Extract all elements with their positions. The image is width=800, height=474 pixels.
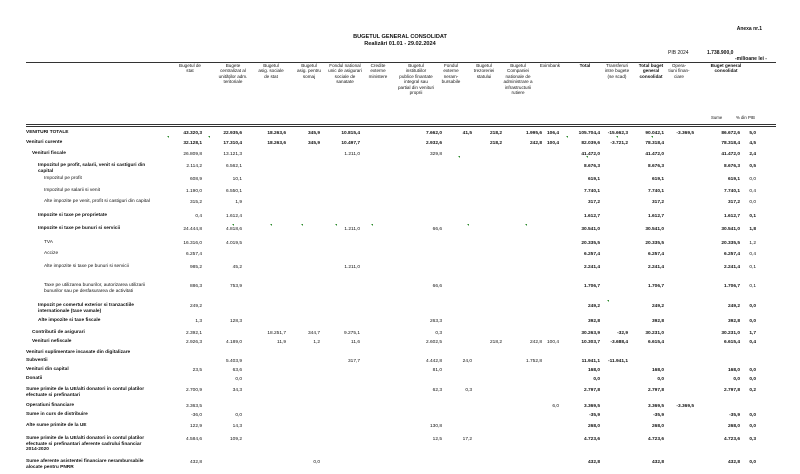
table-cell: 43.320,3	[183, 131, 202, 136]
table-cell: -11.941,1	[607, 359, 628, 364]
table-cell: 0,4	[195, 214, 202, 219]
table-cell: 100,4	[546, 340, 559, 345]
table-cell: 432,8	[651, 460, 664, 465]
table-cell: 20.335,5	[721, 241, 740, 246]
table-cell: 20.335,5	[645, 241, 664, 246]
table-row	[0, 240, 800, 250]
column-header: Total	[579, 63, 591, 68]
table-cell: 78.318,4	[645, 141, 664, 146]
table-cell: -35,9	[589, 413, 600, 418]
units-label: -milioane lei -	[735, 56, 767, 62]
table-cell: 100,4	[546, 141, 559, 146]
cell-marker-icon	[458, 156, 460, 158]
table-cell: 12,5	[432, 437, 442, 442]
row-label: Impozitul pe salarii si venit	[44, 188, 100, 193]
table-cell: 0,0	[749, 304, 756, 309]
table-cell: 122,9	[189, 424, 202, 429]
table-cell: 0,0	[749, 368, 756, 373]
table-cell: -3.688,4	[610, 340, 628, 345]
table-cell: 5.403,9	[225, 359, 242, 364]
table-cell: 63,6	[232, 368, 242, 373]
cell-marker-icon	[270, 224, 272, 226]
table-cell: 18.251,7	[267, 331, 286, 336]
table-cell: 20.335,5	[581, 241, 600, 246]
table-cell: 8.676,3	[583, 164, 600, 169]
row-label: Sume aferente asistentei financiare nerambursabile alocate pentru PNRR	[26, 459, 144, 470]
table-cell: -15.662,3	[607, 131, 628, 136]
table-cell: 32.128,1	[183, 141, 202, 146]
table-cell: 18.263,6	[267, 131, 286, 136]
table-row	[0, 226, 800, 238]
column-header: Fondul externe neram-bursabile	[441, 63, 461, 85]
table-cell: 41.472,0	[581, 152, 600, 157]
table-cell: 1.211,0	[344, 265, 360, 270]
table-cell: 608,9	[189, 177, 202, 182]
table-cell: 4.442,8	[425, 359, 442, 364]
row-label: Venituri curente	[26, 140, 63, 145]
table-cell: 22.935,6	[223, 131, 242, 136]
table-cell: 242,8	[529, 340, 542, 345]
report-subtitle: Realizări 01.01 - 29.02.2024	[364, 41, 436, 47]
table-cell: 30.231,0	[645, 331, 664, 336]
table-cell: 6.550,1	[225, 189, 242, 194]
sub-header-sume: Sume	[711, 115, 723, 120]
table-cell: 0,4	[749, 340, 756, 345]
table-cell: 30.541,0	[721, 227, 740, 232]
table-cell: 16.316,0	[183, 241, 202, 246]
table-cell: 130,8	[429, 424, 442, 429]
row-label: Impozitul pe profit	[44, 176, 82, 181]
table-cell: 0,3	[749, 437, 756, 442]
column-header: Bugetul asig. sociale de stat	[258, 63, 284, 79]
table-cell: 242,8	[529, 141, 542, 146]
table-cell: 1.612,7	[583, 214, 600, 219]
sub-header-pib: % din PIB	[736, 115, 755, 120]
table-cell: 1,2	[749, 241, 756, 246]
row-label: Alte sume primite de la UE	[26, 423, 87, 428]
row-label: Sume primite de la UE/alti donatori in contul platilor efectuate si prefinantari aferente cadrului financiar 2014-2020	[26, 436, 145, 453]
table-cell: 4.723,6	[723, 437, 740, 442]
column-header: Bugetul Companiei nationale de administrare a infrastructurii rutiere	[503, 63, 533, 96]
table-cell: 249,2	[587, 304, 600, 309]
table-cell: 6.562,1	[225, 164, 242, 169]
table-cell: 1.211,0	[344, 152, 360, 157]
table-cell: -36,0	[191, 413, 202, 418]
table-cell: 2,4	[749, 152, 756, 157]
table-cell: 5,0	[749, 131, 756, 136]
cell-marker-icon	[335, 224, 337, 226]
report-title: BUGETUL GENERAL CONSOLIDAT	[353, 34, 447, 40]
row-label: Alte impozite si taxe pe bunuri si servicii	[44, 264, 129, 269]
header-bottom-rule-2	[26, 126, 776, 127]
cell-marker-icon	[467, 224, 469, 226]
table-cell: 81,0	[432, 368, 442, 373]
table-cell: -3.369,5	[676, 404, 694, 409]
table-cell: 168,0	[587, 368, 600, 373]
table-cell: 6.257,4	[185, 252, 202, 257]
table-cell: 2.797,8	[647, 388, 664, 393]
table-cell: 109,2	[229, 437, 242, 442]
table-cell: 6,0	[552, 404, 559, 409]
table-cell: 66,6	[432, 227, 442, 232]
table-cell: 10.497,7	[341, 141, 360, 146]
table-cell: 4.723,6	[647, 437, 664, 442]
cell-marker-icon	[232, 224, 234, 226]
table-cell: 17.310,4	[223, 141, 242, 146]
table-cell: 0,0	[749, 413, 756, 418]
row-label: Venituri din capital	[26, 367, 69, 372]
cell-marker-icon	[566, 136, 568, 138]
row-label: VENITURI TOTALE	[26, 130, 69, 135]
table-cell: 7.740,1	[647, 189, 664, 194]
row-label: Venituri suplimentare incasate din digitalizare	[26, 350, 131, 355]
table-cell: 66,6	[432, 284, 442, 289]
row-label: Sume primite de la UE/alti donatori in contul platilor efectuate si prefinantari	[26, 387, 145, 398]
table-row	[0, 403, 800, 412]
table-cell: 1,8	[749, 227, 756, 232]
table-cell: 11,9	[277, 340, 286, 345]
column-header: Bugetul institutiilor publice finantate integral sau partial din venituri proprii	[398, 63, 435, 96]
table-cell: 1.612,7	[723, 214, 740, 219]
table-cell: 317,2	[651, 200, 664, 205]
table-cell: 432,8	[587, 460, 600, 465]
column-header: Fondul national unic de asigurari sociale de sanatate	[328, 63, 362, 85]
table-cell: 0,0	[749, 424, 756, 429]
table-cell: 317,7	[347, 359, 360, 364]
table-cell: 26.809,8	[183, 152, 202, 157]
table-cell: 4.019,5	[225, 241, 242, 246]
table-cell: 2.797,8	[723, 388, 740, 393]
table-cell: 1,9	[235, 200, 242, 205]
table-cell: 2.797,8	[583, 388, 600, 393]
table-cell: 4,5	[749, 141, 756, 146]
table-cell: 8.676,3	[647, 164, 664, 169]
table-cell: 1.752,8	[525, 359, 542, 364]
table-cell: 0,1	[749, 214, 756, 219]
table-cell: 268,0	[651, 424, 664, 429]
row-label: Impozitul pe profit, salarii, venit si castiguri din capital	[38, 163, 146, 174]
table-cell: 6.615,4	[647, 340, 664, 345]
table-row	[0, 423, 800, 434]
row-label: Subventii	[26, 358, 48, 363]
cell-marker-icon	[607, 300, 609, 302]
table-cell: 6.257,4	[583, 252, 600, 257]
table-cell: 0,0	[313, 460, 320, 465]
table-row	[0, 387, 800, 401]
table-cell: 10,1	[232, 177, 242, 182]
table-cell: 30.541,0	[645, 227, 664, 232]
table-cell: 249,2	[189, 304, 202, 309]
table-cell: 30.541,0	[581, 227, 600, 232]
table-cell: 1.706,7	[647, 284, 664, 289]
table-row	[0, 199, 800, 213]
table-cell: 0,0	[749, 177, 756, 182]
cell-marker-icon	[651, 136, 653, 138]
row-label: Venituri nefiscale	[32, 339, 72, 344]
table-cell: 128,3	[229, 319, 242, 324]
table-row	[0, 367, 800, 376]
table-cell: 86.672,6	[721, 131, 740, 136]
table-cell: -35,9	[653, 413, 664, 418]
table-row	[0, 130, 800, 140]
table-cell: 78.318,4	[721, 141, 740, 146]
table-cell: 11.941,1	[581, 359, 600, 364]
row-label: Operatiuni financiare	[26, 403, 74, 408]
table-row	[0, 303, 800, 317]
table-cell: 41.472,0	[721, 152, 740, 157]
table-row	[0, 459, 800, 471]
table-cell: 0,0	[749, 319, 756, 324]
table-row	[0, 163, 800, 176]
table-cell: 106,4	[546, 131, 559, 136]
table-row	[0, 188, 800, 199]
table-cell: 0,5	[749, 164, 756, 169]
table-cell: 218,2	[489, 131, 502, 136]
column-header: Buget general consolidat	[710, 63, 742, 74]
table-cell: 0,0	[733, 377, 740, 382]
column-header: Total buget general consolidat	[638, 63, 664, 79]
column-header: Transferuri intre bugete (se scad)	[604, 63, 630, 79]
table-cell: 392,8	[587, 319, 600, 324]
table-cell: 45,2	[232, 265, 242, 270]
table-cell: 2.114,2	[186, 164, 202, 169]
cell-marker-icon	[301, 224, 303, 226]
table-cell: 4.818,6	[225, 227, 242, 232]
table-row	[0, 358, 800, 367]
row-label: Impozite si taxe pe proprietate	[38, 213, 108, 218]
table-cell: 1,3	[195, 319, 202, 324]
cell-marker-icon	[616, 136, 618, 138]
table-row	[0, 283, 800, 301]
row-label: TVA	[44, 240, 53, 245]
column-header: Bugetul asig. pentru somaj	[296, 63, 321, 79]
table-cell: 62,3	[432, 388, 442, 393]
table-cell: 30.263,9	[581, 331, 600, 336]
table-row	[0, 318, 800, 328]
table-cell: 1,2	[313, 340, 320, 345]
table-row	[0, 140, 800, 150]
table-row	[0, 151, 800, 161]
table-cell: 317,2	[727, 200, 740, 205]
table-cell: 0,2	[749, 388, 756, 393]
cell-marker-icon	[525, 224, 527, 226]
table-cell: 0,0	[749, 377, 756, 382]
row-label: Contributii de asigurari	[32, 330, 85, 335]
table-cell: 0,3	[435, 331, 442, 336]
row-label: Impozite si taxe pe bunuri si servicii	[38, 226, 121, 231]
table-cell: 2.602,5	[425, 340, 442, 345]
table-cell: 3.369,5	[583, 404, 600, 409]
table-cell: 24,0	[462, 359, 472, 364]
table-cell: -3.721,2	[610, 141, 628, 146]
table-cell: 1.706,7	[723, 284, 740, 289]
table-cell: 168,0	[651, 368, 664, 373]
table-cell: -32,9	[617, 331, 628, 336]
table-cell: 345,9	[307, 141, 320, 146]
table-cell: 1.612,7	[647, 214, 664, 219]
table-cell: 41,5	[462, 131, 472, 136]
table-cell: 4.723,6	[583, 437, 600, 442]
table-cell: -3.369,5	[676, 131, 694, 136]
table-cell: 345,9	[307, 131, 320, 136]
table-row	[0, 376, 800, 385]
table-cell: 0,0	[749, 460, 756, 465]
table-cell: 7.740,1	[583, 189, 600, 194]
table-cell: 619,1	[651, 177, 664, 182]
column-header: Bugetul trezoreriei statului	[473, 63, 495, 79]
table-cell: 392,8	[651, 319, 664, 324]
table-cell: 1.706,7	[583, 284, 600, 289]
table-cell: 619,1	[727, 177, 740, 182]
table-cell: 0,3	[465, 388, 472, 393]
table-cell: 1.190,0	[185, 189, 202, 194]
pib-label: PIB 2024	[668, 50, 689, 56]
table-row	[0, 264, 800, 277]
table-cell: 30.231,0	[721, 331, 740, 336]
table-row	[0, 176, 800, 187]
table-cell: 218,2	[489, 340, 502, 345]
pib-value: 1.738.900,0	[707, 50, 734, 56]
table-cell: 3.363,5	[185, 404, 202, 409]
column-header: Bugetul de stat	[179, 63, 201, 74]
table-row	[0, 350, 800, 358]
table-cell: 90.042,1	[645, 131, 664, 136]
table-cell: 2.241,4	[723, 265, 740, 270]
cell-marker-icon	[208, 136, 210, 138]
table-cell: 4.189,0	[225, 340, 242, 345]
table-row	[0, 213, 800, 224]
cell-marker-icon	[167, 136, 169, 138]
table-cell: 0,0	[749, 200, 756, 205]
row-label: Alte impozite si taxe fiscale	[38, 318, 101, 323]
table-cell: 392,8	[727, 319, 740, 324]
table-cell: 329,8	[429, 152, 442, 157]
table-cell: 1.211,0	[344, 227, 360, 232]
column-header: Bugete centralizat al unităților adm. teritoriale	[218, 63, 248, 85]
table-cell: 2.932,6	[425, 141, 442, 146]
table-cell: 7.740,1	[723, 189, 740, 194]
table-cell: 0,0	[657, 377, 664, 382]
table-cell: 0,4	[749, 252, 756, 257]
column-header: Credite externe ministere	[368, 63, 388, 79]
table-cell: 105.704,4	[578, 131, 600, 136]
table-cell: 24.444,8	[183, 227, 202, 232]
annex-label: Anexa nr.1	[736, 26, 762, 32]
row-label: Venituri fiscale	[32, 151, 66, 156]
table-cell: 6.257,4	[647, 252, 664, 257]
table-cell: 263,3	[429, 319, 442, 324]
table-cell: 14,3	[232, 424, 242, 429]
table-cell: 0,1	[749, 265, 756, 270]
table-cell: 11,6	[351, 340, 360, 345]
table-cell: 2.241,4	[647, 265, 664, 270]
table-cell: 82.039,6	[581, 141, 600, 146]
table-cell: 249,2	[727, 304, 740, 309]
table-cell: 1.995,6	[525, 131, 542, 136]
table-cell: 17,2	[462, 437, 472, 442]
row-label: Alte impozite pe venit, profit si castiguri din capital	[44, 199, 150, 204]
table-cell: 432,8	[189, 460, 202, 465]
column-header: Eximbank	[539, 63, 561, 68]
table-cell: 0,4	[749, 189, 756, 194]
table-cell: 168,0	[727, 368, 740, 373]
table-cell: 315,2	[189, 200, 202, 205]
table-row	[0, 339, 800, 349]
table-cell: 249,2	[651, 304, 664, 309]
row-label: Sume in curs de distribuire	[26, 412, 88, 417]
table-cell: 23,5	[192, 368, 202, 373]
table-cell: 2.926,3	[185, 340, 202, 345]
table-cell: 6.615,4	[723, 340, 740, 345]
table-cell: 1,7	[749, 331, 756, 336]
table-cell: 2.392,1	[185, 331, 202, 336]
row-label: Donatii	[26, 376, 43, 381]
table-cell: 619,1	[587, 177, 600, 182]
table-cell: 218,2	[489, 141, 502, 146]
column-header: Opera-tiuni finan-ciare	[668, 63, 690, 79]
table-cell: 268,0	[727, 424, 740, 429]
row-label: Impozit pe comertul exterior si tranzactiile internationale (taxe vamale)	[38, 303, 134, 314]
table-cell: 268,0	[587, 424, 600, 429]
cell-marker-icon	[371, 224, 373, 226]
table-row	[0, 412, 800, 422]
table-cell: 985,2	[189, 265, 202, 270]
table-cell: 1.612,4	[225, 214, 242, 219]
table-cell: 9.275,1	[343, 331, 360, 336]
table-cell: 0,0	[593, 377, 600, 382]
table-cell: 8.676,3	[723, 164, 740, 169]
table-cell: 34,3	[232, 388, 242, 393]
table-cell: 10.303,7	[581, 340, 600, 345]
table-cell: 6.257,4	[723, 252, 740, 257]
table-cell: 18.263,6	[267, 141, 286, 146]
table-row	[0, 436, 800, 456]
table-cell: 41.472,0	[645, 152, 664, 157]
table-cell: 0,0	[235, 413, 242, 418]
row-label: Accize	[44, 251, 59, 256]
table-cell: 0,0	[235, 377, 242, 382]
table-row	[0, 251, 800, 262]
cell-marker-icon	[586, 156, 588, 158]
table-cell: 3.369,5	[647, 404, 664, 409]
table-cell: -35,9	[729, 413, 740, 418]
table-cell: 886,3	[189, 284, 202, 289]
header-bottom-rule	[26, 124, 776, 125]
row-label: Taxe pe utilizarea bunurilor, autorizarea utilizarii bunurilor sau pe desfasurarea de activitati	[44, 283, 146, 294]
table-cell: 0,1	[749, 284, 756, 289]
table-cell: 317,2	[587, 200, 600, 205]
table-cell: 432,8	[727, 460, 740, 465]
table-cell: 753,9	[229, 284, 242, 289]
table-cell: 10.815,4	[341, 131, 360, 136]
table-cell: 2.700,9	[185, 388, 202, 393]
table-cell: 2.241,4	[583, 265, 600, 270]
table-cell: 344,7	[307, 331, 320, 336]
table-cell: 7.662,0	[425, 131, 442, 136]
table-cell: 4.584,6	[185, 437, 202, 442]
table-cell: 13.121,3	[223, 152, 242, 157]
